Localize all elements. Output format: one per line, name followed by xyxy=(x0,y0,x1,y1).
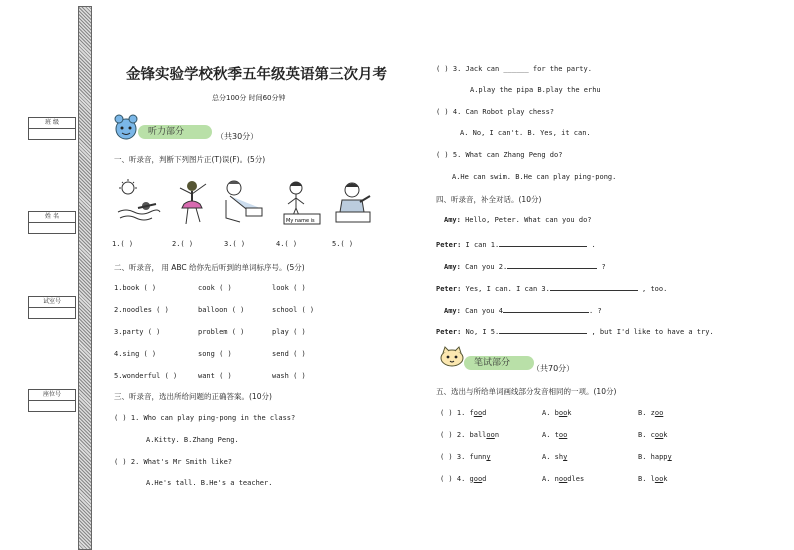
page-subtitle: 总分100分 时间60分钟 xyxy=(212,94,286,102)
q5-row3-word xyxy=(440,453,491,461)
q2-r3-c3: play ( ) xyxy=(272,328,306,336)
q4-line5-end: . ? xyxy=(589,307,602,315)
q3-item1-options: A.Kitty. B.Zhang Peng. xyxy=(146,436,239,444)
q2-r4-c2: song ( ) xyxy=(198,350,232,358)
name-label: 姓 名 xyxy=(29,212,75,223)
q4-blank-3[interactable] xyxy=(550,282,638,291)
q4-line4-text: Yes, I can. I can 3. xyxy=(465,285,550,293)
q5-row3-b-underline: y xyxy=(667,453,672,461)
q4-line5-text: Can you 4 xyxy=(465,307,504,315)
q5-row2-number: ( ) 2. xyxy=(440,431,470,439)
q4-line1-text: Hello, Peter. What can you do? xyxy=(465,216,592,224)
q5-row1-a-tail: k xyxy=(567,409,572,417)
q2-r5-c3: wash ( ) xyxy=(272,372,306,380)
q4-line3-speaker: Amy: xyxy=(444,263,461,271)
listening-tag: 听力部分 xyxy=(138,125,212,139)
q5-row1-head: f xyxy=(469,409,474,417)
q1-answer-1: 1.( ) xyxy=(112,240,134,248)
q5-row4-a-underline: oo xyxy=(558,475,568,483)
q2-r3-c2: problem ( ) xyxy=(198,328,245,336)
q5-row2-tail: n xyxy=(494,431,500,439)
q4-line3-end: ? xyxy=(601,263,606,271)
q3-item3-options: A.play the pipa B.play the erhu xyxy=(470,86,601,94)
q5-row2-word xyxy=(440,431,499,439)
q5-row2-b-underline: oo xyxy=(654,431,664,439)
q5-row4-underline: oo xyxy=(473,475,483,483)
q2-r3-c1: 3.party ( ) xyxy=(114,328,161,336)
girl-board-picture xyxy=(280,178,326,228)
q4-line3-text: Can you 2. xyxy=(465,263,508,271)
q4-line2 xyxy=(436,238,596,249)
q2-r2-c3: school ( ) xyxy=(272,306,315,314)
q2-r5-c1: 5.wonderful ( ) xyxy=(114,372,178,380)
q3-item5-options: A.He can swim. B.He can play ping-pong. xyxy=(452,173,617,181)
seat-box xyxy=(28,389,76,412)
q5-row2-b-tail: k xyxy=(663,431,668,439)
q5-row2-option-a[interactable] xyxy=(542,431,567,439)
writing-score: （共70分） xyxy=(532,364,575,373)
name-box xyxy=(28,211,76,234)
q5-row4-b-head: B. l xyxy=(638,475,655,483)
q3-item3-question: ( ) 3. Jack can ______ for the party. xyxy=(436,65,592,73)
q1-answer-3: 3.( ) xyxy=(224,240,246,248)
page-title: 金锋实验学校秋季五年级英语第三次月考 xyxy=(126,66,387,83)
q3-item2-question: ( ) 2. What's Mr Smith like? xyxy=(114,458,233,466)
q4-line2-speaker: Peter: xyxy=(436,241,462,249)
room-label: 试室号 xyxy=(29,297,75,308)
q3-title: 三、听录音，选出所给问题的正确答案。(10分) xyxy=(114,392,272,401)
q1-answer-4: 4.( ) xyxy=(276,240,298,248)
q3-item5-question: ( ) 5. What can Zhang Peng do? xyxy=(436,151,563,159)
q5-row4-tail: d xyxy=(482,475,487,483)
q5-row1-b-head: B. z xyxy=(638,409,655,417)
q5-row1-option-a[interactable] xyxy=(542,409,572,417)
q5-row4-b-underline: oo xyxy=(654,475,664,483)
q4-line6-speaker: Peter: xyxy=(436,328,462,336)
q5-row1-underline: oo xyxy=(473,409,483,417)
cat-mascot-icon xyxy=(438,344,466,368)
q2-r5-c2: want ( ) xyxy=(198,372,232,380)
dancer-picture xyxy=(170,178,216,228)
q4-line1 xyxy=(444,216,592,224)
q4-line4-end: , too. xyxy=(642,285,668,293)
q5-row3-option-b[interactable] xyxy=(638,453,672,461)
q3-item2-options: A.He's tall. B.He's a teacher. xyxy=(146,479,273,487)
q5-row2-a-head: A. t xyxy=(542,431,559,439)
room-box xyxy=(28,296,76,319)
seat-label: 座位号 xyxy=(29,390,75,401)
q4-blank-1[interactable] xyxy=(499,238,587,247)
q5-row4-a-tail: dles xyxy=(567,475,585,483)
q4-line6-text: No, I 5. xyxy=(465,328,500,336)
q4-line6-end: , but I'd like to have a try. xyxy=(591,328,714,336)
q5-row3-number: ( ) 3. xyxy=(440,453,470,461)
q5-row3-underline: y xyxy=(486,453,491,461)
q4-line1-speaker: Amy: xyxy=(444,216,461,224)
q4-line3 xyxy=(444,260,606,271)
q3-item1-question: ( ) 1. Who can play ping-pong in the class? xyxy=(114,414,296,422)
class-label: 班 级 xyxy=(29,118,75,129)
q5-row1-b-underline: oo xyxy=(654,409,664,417)
q4-line4-speaker: Peter: xyxy=(436,285,462,293)
q2-r1-c1: 1.book ( ) xyxy=(114,284,157,292)
q1-answer-5: 5.( ) xyxy=(332,240,354,248)
q5-row4-number: ( ) 4. xyxy=(440,475,470,483)
q5-title: 五、选出与所给单词画线部分发音相同的一项。(10分) xyxy=(436,387,617,396)
binding-strip xyxy=(78,6,92,550)
q4-line4 xyxy=(436,282,667,293)
q5-row3-a-underline: y xyxy=(563,453,568,461)
q2-r2-c2: balloon ( ) xyxy=(198,306,245,314)
q2-r1-c2: cook ( ) xyxy=(198,284,232,292)
pic4-caption: My name is xyxy=(286,218,315,224)
q5-row3-a-head: A. sh xyxy=(542,453,564,461)
q5-row2-b-head: B. c xyxy=(638,431,655,439)
q4-blank-4[interactable] xyxy=(503,304,589,313)
q5-row4-head: g xyxy=(469,475,474,483)
q5-row1-a-head: A. b xyxy=(542,409,559,417)
q5-row2-a-underline: oo xyxy=(558,431,568,439)
q1-answer-2: 2.( ) xyxy=(172,240,194,248)
q1-title: 一、听录音，判断下列图片正(T)误(F)。(5分) xyxy=(114,155,266,164)
q4-blank-2[interactable] xyxy=(507,260,597,269)
q4-line5 xyxy=(444,304,602,315)
q4-line2-end: . xyxy=(591,241,596,249)
q5-row2-option-b[interactable] xyxy=(638,431,668,439)
q5-row1-word xyxy=(440,409,486,417)
q2-r2-c1: 2.noodles ( ) xyxy=(114,306,169,314)
q2-r1-c3: look ( ) xyxy=(272,284,306,292)
q5-row4-option-a[interactable] xyxy=(542,475,584,483)
q4-blank-5[interactable] xyxy=(499,325,587,334)
q5-row1-option-b[interactable] xyxy=(638,409,663,417)
class-box xyxy=(28,117,76,140)
q5-row2-underline: oo xyxy=(486,431,495,439)
q5-row3-option-a[interactable] xyxy=(542,453,567,461)
q5-row3-b-head: B. happ xyxy=(638,453,668,461)
q3-item4-question: ( ) 4. Can Robot play chess? xyxy=(436,108,555,116)
writing-tag: 笔试部分 xyxy=(464,356,534,370)
q2-title: 二、听录音， 用 ABC 给你先后听到的单词标序号。(5分) xyxy=(114,263,305,272)
q5-row3-head: funn xyxy=(469,453,487,461)
q5-row1-tail: d xyxy=(482,409,487,417)
boy-reading-picture xyxy=(330,178,376,228)
q5-row1-number: ( ) 1. xyxy=(440,409,470,417)
blue-mascot-icon xyxy=(112,114,140,140)
q5-row4-a-head: A. n xyxy=(542,475,559,483)
q2-r4-c3: send ( ) xyxy=(272,350,306,358)
boy-writing-picture xyxy=(220,178,266,228)
q4-line6 xyxy=(436,325,714,336)
listening-score: （共30分） xyxy=(216,132,259,141)
q5-row4-word xyxy=(440,475,486,483)
q2-r4-c1: 4.sing ( ) xyxy=(114,350,157,358)
q5-row4-b-tail: k xyxy=(663,475,668,483)
q5-row4-option-b[interactable] xyxy=(638,475,668,483)
q5-row2-head: ball xyxy=(469,431,487,439)
swimming-picture xyxy=(116,178,162,228)
q4-line2-text: I can 1. xyxy=(465,241,500,249)
q5-row1-a-underline: oo xyxy=(558,409,568,417)
q3-item4-options: A. No, I can't. B. Yes, it can. xyxy=(460,129,591,137)
q4-title: 四、听录音，补全对话。(10分) xyxy=(436,195,542,204)
q4-line5-speaker: Amy: xyxy=(444,307,461,315)
